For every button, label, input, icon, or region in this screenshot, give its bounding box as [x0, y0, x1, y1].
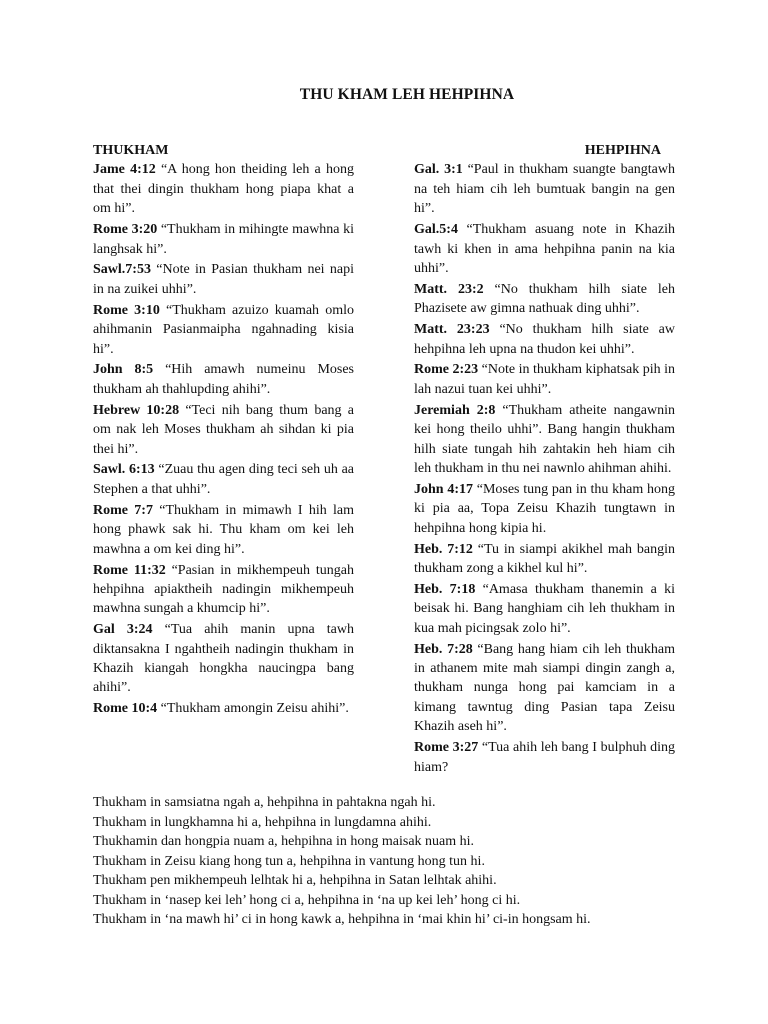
thukham-column	[93, 141, 354, 720]
scripture-text: “Thukham in mimawh I hih lam hong phawk sak hi. Thu kham om kei leh mawhna a om kei ding hi”.	[93, 502, 355, 557]
scripture-text: “Zuau thu agen ding teci seh uh aa Stephen a that uhhi”.	[93, 462, 355, 497]
scripture-text: “Thukham in mihingte mawhna ki langhsak hi”.	[93, 222, 354, 257]
scripture-text: “Thukham azuizo kuamah omlo ahihmanin Pasianmaipha ngahnading kisia hi”.	[93, 302, 355, 357]
scripture-reference: Rome 3:27	[414, 740, 479, 756]
scripture-reference: John 8:5	[93, 362, 154, 378]
scripture-reference: Rome 2:23	[414, 362, 479, 378]
scripture-text: “A hong hon theiding leh a hong that thei dingin thukham hong piapa khat a om hi”.	[93, 162, 354, 217]
scripture-reference: Rome 10:4	[93, 701, 158, 717]
page-title: THU KHAM LEH HEHPIHNA	[299, 86, 515, 103]
summary-line: Thukham in ‘na mawh hi’ ci in hong kawk a, hehpihna in ‘mai khin hi’ ci-in hongsam hi.	[93, 912, 591, 927]
scripture-text: “Note in Pasian thukham nei napi in na zuikei uhhi”.	[93, 262, 354, 297]
scripture-text: “Bang hang hiam cih leh thukham in athanem mite mah siampi dingin zangh a, thukham nunga hong pai kamciam in a kimang tawntug ding Pasian tapa Zeisu Khazih aseh hi”.	[414, 641, 675, 735]
scripture-reference: Jeremiah 2:8	[414, 402, 496, 418]
scripture-reference: Rome 3:10	[93, 302, 160, 318]
scripture-entry	[414, 160, 675, 218]
scripture-reference: Heb. 7:28	[414, 641, 473, 657]
summary-line: Thukhamin dan hongpia nuam a, hehpihna in hong maisak nuam hi.	[93, 834, 475, 849]
hehpihna-entries	[414, 160, 675, 777]
scripture-reference: Heb. 7:18	[414, 581, 476, 597]
summary-line: Thukham in samsiatna ngah a, hehpihna in pahtakna ngah hi.	[93, 795, 436, 810]
summary-line: Thukham pen mikhempeuh lelhtak hi a, hehpihna in Satan lelhtak ahihi.	[93, 873, 497, 888]
scripture-entry	[93, 360, 354, 399]
summary-paragraph	[93, 793, 693, 930]
scripture-text: “Teci nih bang thum bang a om nak leh Moses thukham ah sihdan ki pia thei hi”.	[93, 402, 354, 457]
scripture-entry	[93, 460, 354, 499]
scripture-reference: Rome 7:7	[93, 502, 153, 518]
scripture-entry	[93, 699, 354, 718]
scripture-reference: Heb. 7:12	[414, 541, 473, 557]
scripture-entry	[414, 360, 675, 399]
scripture-entry	[93, 501, 354, 559]
scripture-reference: Hebrew 10:28	[93, 402, 180, 418]
scripture-entry	[414, 738, 675, 777]
summary-line: Thukham in ‘nasep kei leh’ hong ci a, hehpihna in ‘na up kei leh’ hong ci hi.	[93, 892, 521, 908]
scripture-entry	[414, 640, 675, 737]
scripture-reference: Gal 3:24	[93, 622, 153, 638]
scripture-text: “Paul in thukham suangte bangtawh na teh hiam cih leh bumtuak bangin na gen hi”.	[414, 162, 675, 217]
scripture-entry	[93, 620, 354, 698]
scripture-entry	[414, 320, 675, 359]
scripture-text: “Thukham amongin Zeisu ahihi”.	[157, 701, 349, 717]
scripture-entry	[414, 401, 675, 479]
scripture-reference: Sawl. 6:13	[93, 462, 155, 478]
scripture-text: “Amasa thukham thanemin a ki beisak hi. Bang hanghiam cih leh thukham in kua mah picingsak zolo hi”.	[414, 581, 675, 636]
scripture-entry	[414, 540, 675, 579]
thukham-heading: THUKHAM	[93, 143, 169, 158]
scripture-text: “Hih amawh numeinu Moses thukham ah thahlupding ahihi”.	[93, 362, 354, 397]
scripture-entry	[414, 480, 675, 538]
scripture-reference: Matt. 23:2	[414, 281, 484, 297]
scripture-text: “No thukham hilh siate aw hehpihna leh upna na thudon kei uhhi”.	[414, 322, 676, 357]
scripture-entry	[93, 561, 354, 619]
scripture-reference: Rome 3:20	[93, 222, 158, 238]
scripture-text: “Moses tung pan in thu kham hong ki pia aa, Topa Zeisu Khazih tungtawn in hehpihna hong kipia hi.	[414, 481, 675, 536]
scripture-text: “Tu in siampi akikhel mah bangin thukham zong a kikhel kul hi”.	[414, 541, 675, 577]
scripture-text: “Tua ahih manin upna tawh diktansakna I ngahtheih nadingin thukham in Khazih kiangah hongkha naucingpa bang ahihi”.	[93, 622, 354, 696]
scripture-entry	[93, 220, 354, 259]
summary-line: Thukham in Zeisu kiang hong tun a, hehpihna in vantung hong tun hi.	[93, 853, 485, 869]
scripture-reference: Sawl.7:53	[93, 262, 151, 278]
scripture-text: “Thukham asuang note in Khazih tawh ki khen in ama hehpihna panin na kia uhhi”.	[414, 222, 675, 276]
scripture-reference: Gal. 3:1	[414, 162, 463, 178]
scripture-reference: Jame 4:12	[93, 162, 156, 178]
hehpihna-heading: HEHPIHNA	[584, 143, 661, 158]
scripture-entry	[93, 401, 354, 459]
scripture-entry	[93, 301, 354, 359]
scripture-reference: Rome 11:32	[93, 562, 166, 578]
scripture-text: “Note in thukham kiphatsak pih in lah nazui tuan kei uhhi”.	[414, 362, 675, 397]
scripture-entry	[414, 220, 675, 278]
scripture-text: “No thukham hilh siate leh Phazisete aw gimna nathuak ding uhhi”.	[414, 281, 675, 317]
scripture-entry	[414, 580, 675, 638]
thukham-entries	[93, 160, 354, 718]
summary-line: Thukham in lungkhamna hi a, hehpihna in lungdamna ahihi.	[93, 814, 432, 830]
scripture-entry	[93, 160, 354, 218]
scripture-reference: John 4:17	[414, 481, 473, 497]
scripture-reference: Matt. 23:23	[414, 322, 490, 338]
scripture-text: “Tua ahih leh bang I bulphuh ding hiam?	[414, 740, 675, 775]
scripture-text: “Pasian in mikhempeuh tungah hehpihna apiaktheih nadingin mikhempeuh mawhna sungah a khumcip hi”.	[93, 562, 354, 617]
scripture-reference: Gal.5:4	[414, 222, 458, 238]
scripture-text: “Thukham atheite nangawnin kei hong theilo uhhi”. Bang hangin thukham hilh siate tungah hih zahtakin heh hiam cih leh thukham in thu nei nawnlo ahihman ahihi.	[414, 402, 675, 476]
scripture-entry	[414, 280, 675, 319]
hehpihna-column	[414, 141, 675, 778]
scripture-entry	[93, 260, 354, 299]
